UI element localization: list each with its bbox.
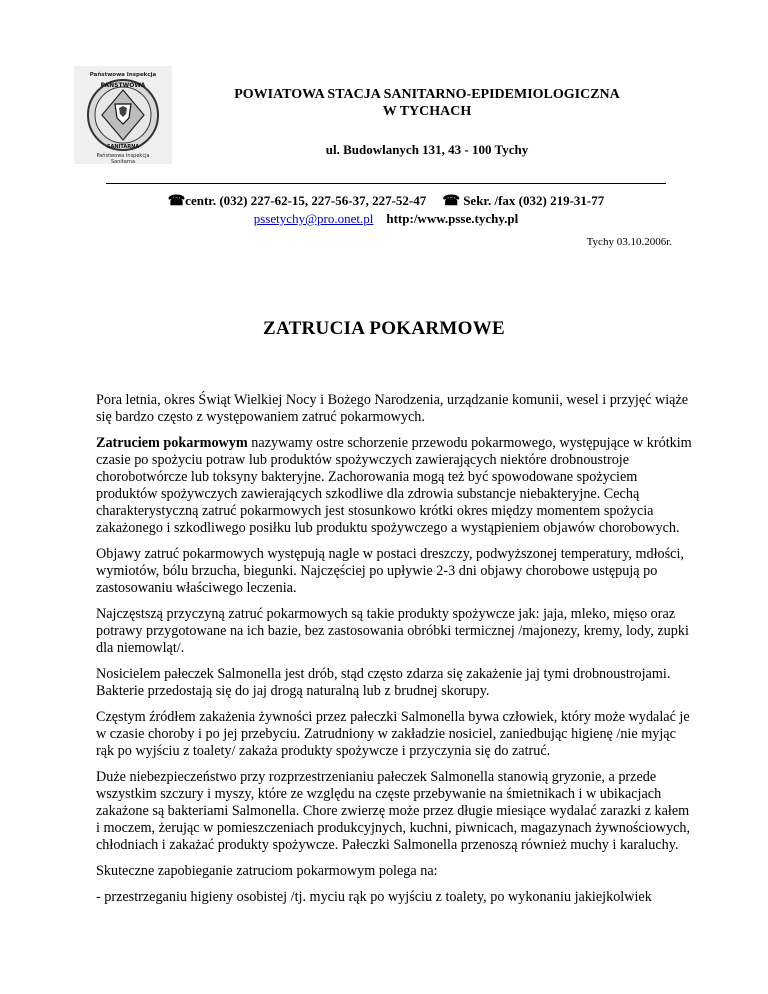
website-link[interactable]: http:/www.psse.tychy.pl xyxy=(386,211,519,226)
phone-centr: centr. (032) 227-62-15, 227-56-37, 227-52-47 xyxy=(185,193,427,208)
document-date: Tychy 03.10.2006r. xyxy=(586,236,672,248)
paragraph-3: Objawy zatruć pokarmowych występują nagle w postaci dreszczy, podwyższonej temperatury, mdłości, wymiotów, bólu brzucha, biegunki. Najczęściej po upływie 2-3 dni objawy chorobowe ustępują po zastosowaniu właściwego leczenia. xyxy=(96,546,684,596)
document-title: ZATRUCIA POKARMOWE xyxy=(262,318,506,339)
paragraph-7: Duże niebezpieczeństwo przy rozprzestrzenianiu pałeczek Salmonella stanowią gryzonie, a przede wszystkim szczury i myszy, które ze względu na częste przebywanie na śmietnikach i w ubikacjach zakażone są bakteriami Salmonella. Chore zwierzę może przez długie miesiące wydalać zarazki z kałem i moczem, żerując w pomieszczeniach produkcyjnych, kuchni, piwnicach, magazynach żywnościowych, chłodniach i zakażać produkty spożywcze. Pałeczki Salmonella przenoszą również muchy i karaluchy. xyxy=(96,769,691,853)
paragraph-2-term: Zatruciem pokarmowym xyxy=(96,435,248,451)
eagle-emblem-icon xyxy=(74,66,172,164)
svg-text:Państwowa Inspekcja: Państwowa Inspekcja xyxy=(89,72,157,78)
email-link[interactable]: pssetychy@pro.onet.pl xyxy=(253,211,374,226)
paragraph-1: Pora letnia, okres Świąt Wielkiej Nocy i Bożego Narodzenia, urządzanie komunii, wesel i przyjęć wiąże się bardzo często z występowaniem zatruć pokarmowych. xyxy=(96,392,689,425)
paragraph-9: - przestrzeganiu higieny osobistej /tj. myciu rąk po wyjściu z toalety, po wykonaniu jakiejkolwiek xyxy=(96,889,652,905)
phone-sekr: Sekr. /fax (032) 219-31-77 xyxy=(463,193,605,208)
institution-logo xyxy=(74,66,172,164)
paragraph-5: Nosicielem pałeczek Salmonella jest drób, stąd często zdarza się zakażenie jaj tymi drobnoustrojami. Bakterie przedostają się do jaj drogą naturalną lub z brudnej skorupy. xyxy=(96,666,671,699)
svg-text:Sanitarna: Sanitarna xyxy=(110,159,136,164)
paragraph-8: Skuteczne zapobieganie zatruciom pokarmowym polega na: xyxy=(96,863,438,879)
phone-icon: ☎ xyxy=(442,194,460,209)
paragraph-4: Najczęstszą przyczyną zatruć pokarmowych są takie produkty spożywcze jak: jaja, mleko, mięso oraz potrawy przygotowane na ich bazie, bez zastosowania obróbki termicznej /majonezy, kremy, lody, zupki dla niemowląt/. xyxy=(96,606,689,656)
phone-icon: ☎ xyxy=(167,194,186,209)
institution-address: ul. Budowlanych 131, 43 - 100 Tychy xyxy=(325,142,529,157)
institution-name-line1: POWIATOWA STACJA SANITARNO-EPIDEMIOLOGICZNA xyxy=(234,87,620,102)
paragraph-6: Częstym źródłem zakażenia żywności przez pałeczki Salmonella bywa człowiek, który może wydalać je w czasie choroby i po jej przebyciu. Zatrudniony w zakładzie nosiciel, zaniedbując higienę /nie myjąc rąk po wyjściu z toalety/ zakaża produkty spożywcze i przyczynia się do zatruć. xyxy=(96,709,690,759)
institution-name-line2: W TYCHACH xyxy=(382,104,472,119)
institution-name xyxy=(192,86,662,120)
document-body xyxy=(96,392,696,915)
svg-text:PAŃSTWOWA: PAŃSTWOWA xyxy=(100,82,146,89)
header-divider xyxy=(106,183,666,184)
contact-block xyxy=(106,192,666,227)
paragraph-2 xyxy=(96,435,696,537)
svg-text:Państwowa Inspekcja: Państwowa Inspekcja xyxy=(96,153,150,159)
paragraph-2-text: nazywamy ostre schorzenie przewodu pokarmowego, występujące w krótkim czasie po spożyciu potraw lub produktów spożywczych zawierających niektóre drobnoustroje chorobotwórcze lub toksyny bakteryjne. Zachorowania mogą też być spowodowane spożyciem produktów spożywczych zawierających szkodliwe dla zdrowia substancje niebakteryjne. Cechą charakterystyczną zatruć pokarmowych jest stosunkowo krótki okres między momentem spożycia zakażonego i szkodliwego posiłku lub produktu spożywczego a wystąpieniem objawów chorobowych. xyxy=(96,435,692,536)
svg-text:SANITARNA: SANITARNA xyxy=(106,144,140,150)
